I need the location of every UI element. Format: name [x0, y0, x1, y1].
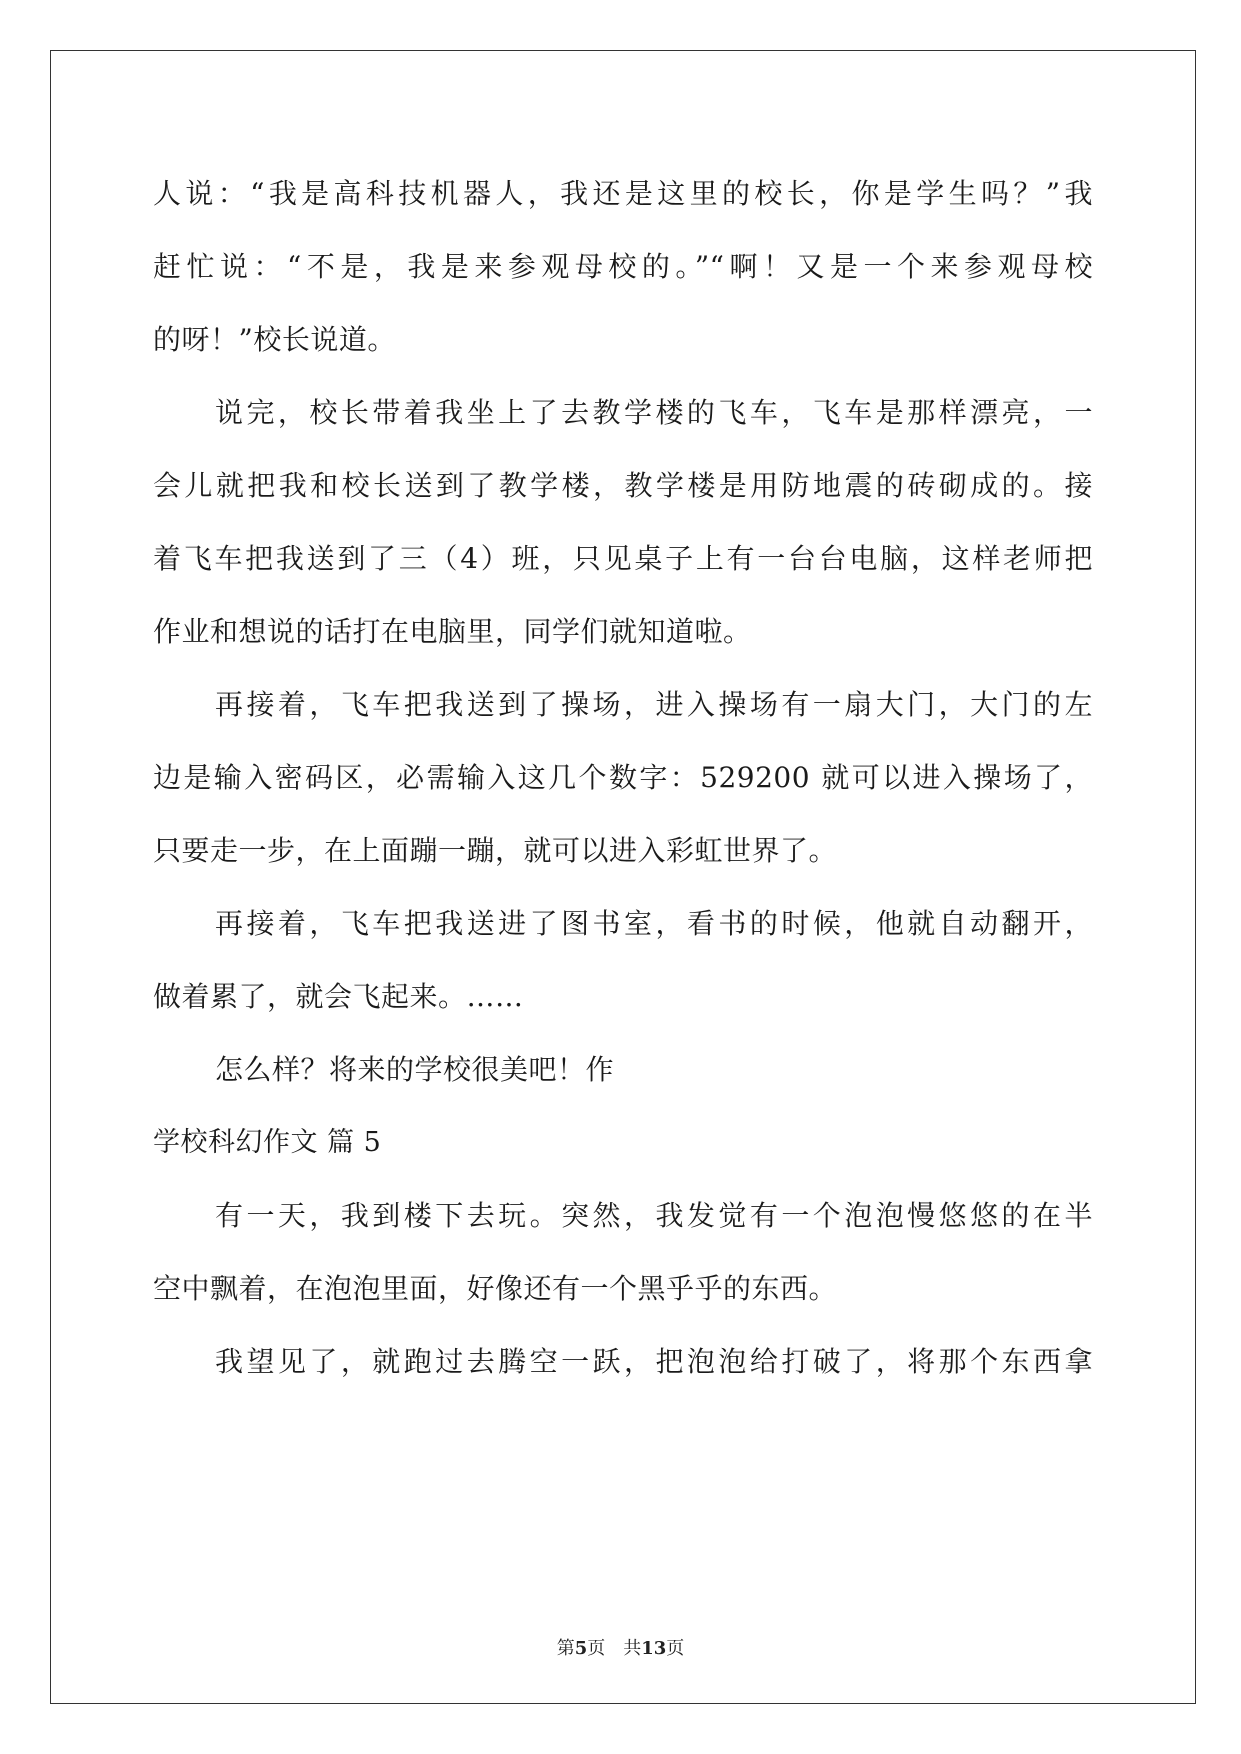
text-line: 做着累了，就会飞起来。…… — [153, 980, 524, 1013]
text-line: 着飞车把我送到了三（4）班，只见桌子上有一台台电脑，这样老师把 — [153, 542, 1093, 575]
footer-total-suffix: 页 — [666, 1638, 685, 1659]
text-line: 只要走一步，在上面蹦一蹦，就可以进入彩虹世界了。 — [153, 834, 838, 867]
text-line: 的呀！”校长说道。 — [153, 323, 396, 356]
document-body — [153, 164, 1093, 1405]
text-line: 边是输入密码区，必需输入这几个数字：529200 就可以进入操场了， — [153, 761, 1093, 794]
footer-prefix: 第 — [556, 1638, 575, 1659]
text-line: 会儿就把我和校长送到了教学楼，教学楼是用防地震的砖砌成的。接 — [153, 469, 1093, 502]
text-line: 作业和想说的话打在电脑里，同学们就知道啦。 — [153, 615, 752, 648]
paragraph-start-line: 再接着，飞车把我送到了操场，进入操场有一扇大门，大门的左 — [215, 688, 1093, 721]
page-footer — [0, 1634, 1241, 1660]
footer-total-prefix: 共 — [623, 1638, 642, 1659]
footer-page-suffix: 页 — [587, 1638, 606, 1659]
paragraph-start-line: 再接着，飞车把我送进了图书室，看书的时候，他就自动翻开， — [215, 907, 1093, 940]
section-heading: 学校科幻作文 篇 5 — [153, 1127, 382, 1158]
paragraph-start-line: 怎么样？将来的学校很美吧！作 — [215, 1053, 615, 1086]
current-page-number: 5 — [574, 1638, 588, 1659]
paragraph-start-line: 说完，校长带着我坐上了去教学楼的飞车，飞车是那样漂亮，一 — [215, 396, 1093, 429]
total-page-count: 13 — [641, 1638, 667, 1659]
text-line: 空中飘着，在泡泡里面，好像还有一个黑乎乎的东西。 — [153, 1272, 838, 1305]
paragraph-start-line: 我望见了，就跑过去腾空一跃，把泡泡给打破了，将那个东西拿 — [215, 1345, 1093, 1378]
text-line: 人说：“我是高科技机器人，我还是这里的校长，你是学生吗？”我 — [153, 177, 1093, 210]
paragraph-start-line: 有一天，我到楼下去玩。突然，我发觉有一个泡泡慢悠悠的在半 — [215, 1199, 1093, 1232]
text-line: 赶忙说：“不是，我是来参观母校的。”“啊！又是一个来参观母校 — [153, 250, 1093, 283]
